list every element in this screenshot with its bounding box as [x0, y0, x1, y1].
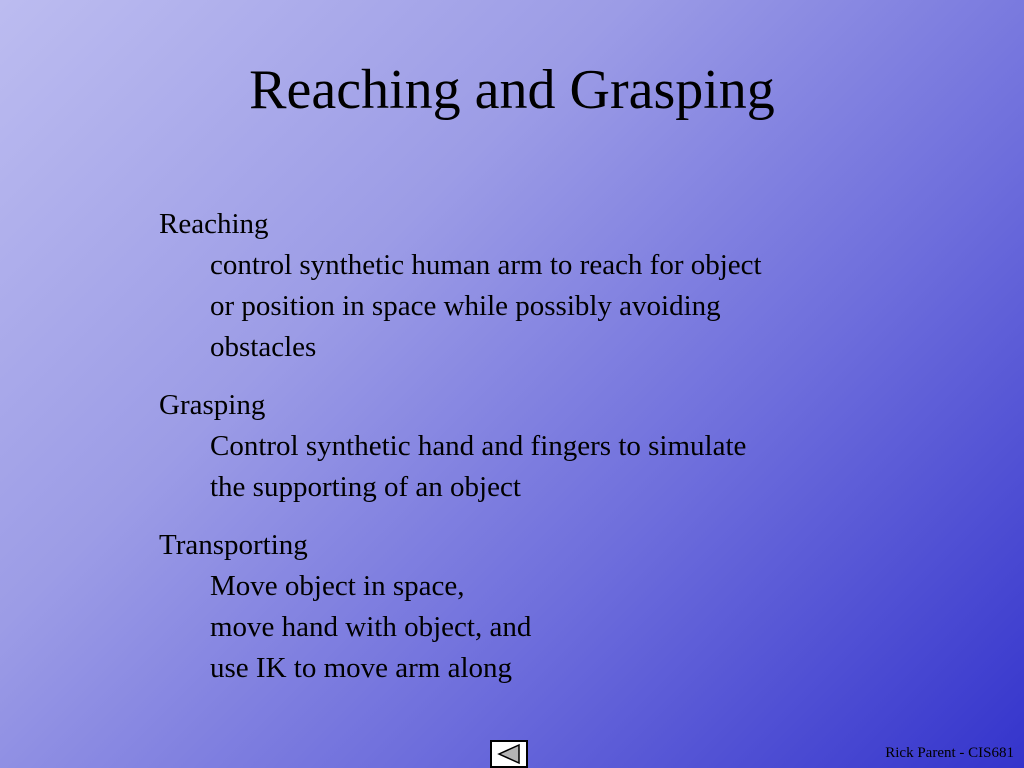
section-transporting: [159, 525, 919, 689]
section-line: Move object in space,: [210, 570, 465, 602]
section-line: obstacles: [210, 331, 317, 363]
section-line: control synthetic human arm to reach for object: [210, 249, 762, 281]
section-line: the supporting of an object: [210, 471, 521, 503]
section-heading: Transporting: [159, 529, 308, 561]
section-line: Control synthetic hand and fingers to simulate: [210, 430, 747, 462]
previous-slide-button[interactable]: [490, 740, 528, 768]
footer-credit: Rick Parent - CIS681: [885, 745, 1014, 761]
section-line: use IK to move arm along: [210, 652, 513, 684]
slide-title: Reaching and Grasping: [249, 59, 775, 121]
triangle-left-icon: [492, 742, 526, 766]
section-reaching: [159, 204, 919, 368]
slide-body: [159, 204, 919, 706]
section-line: move hand with object, and: [210, 611, 532, 643]
section-line: or position in space while possibly avoiding: [210, 290, 721, 322]
section-heading: Reaching: [159, 208, 269, 240]
section-grasping: [159, 385, 919, 508]
section-heading: Grasping: [159, 389, 266, 421]
